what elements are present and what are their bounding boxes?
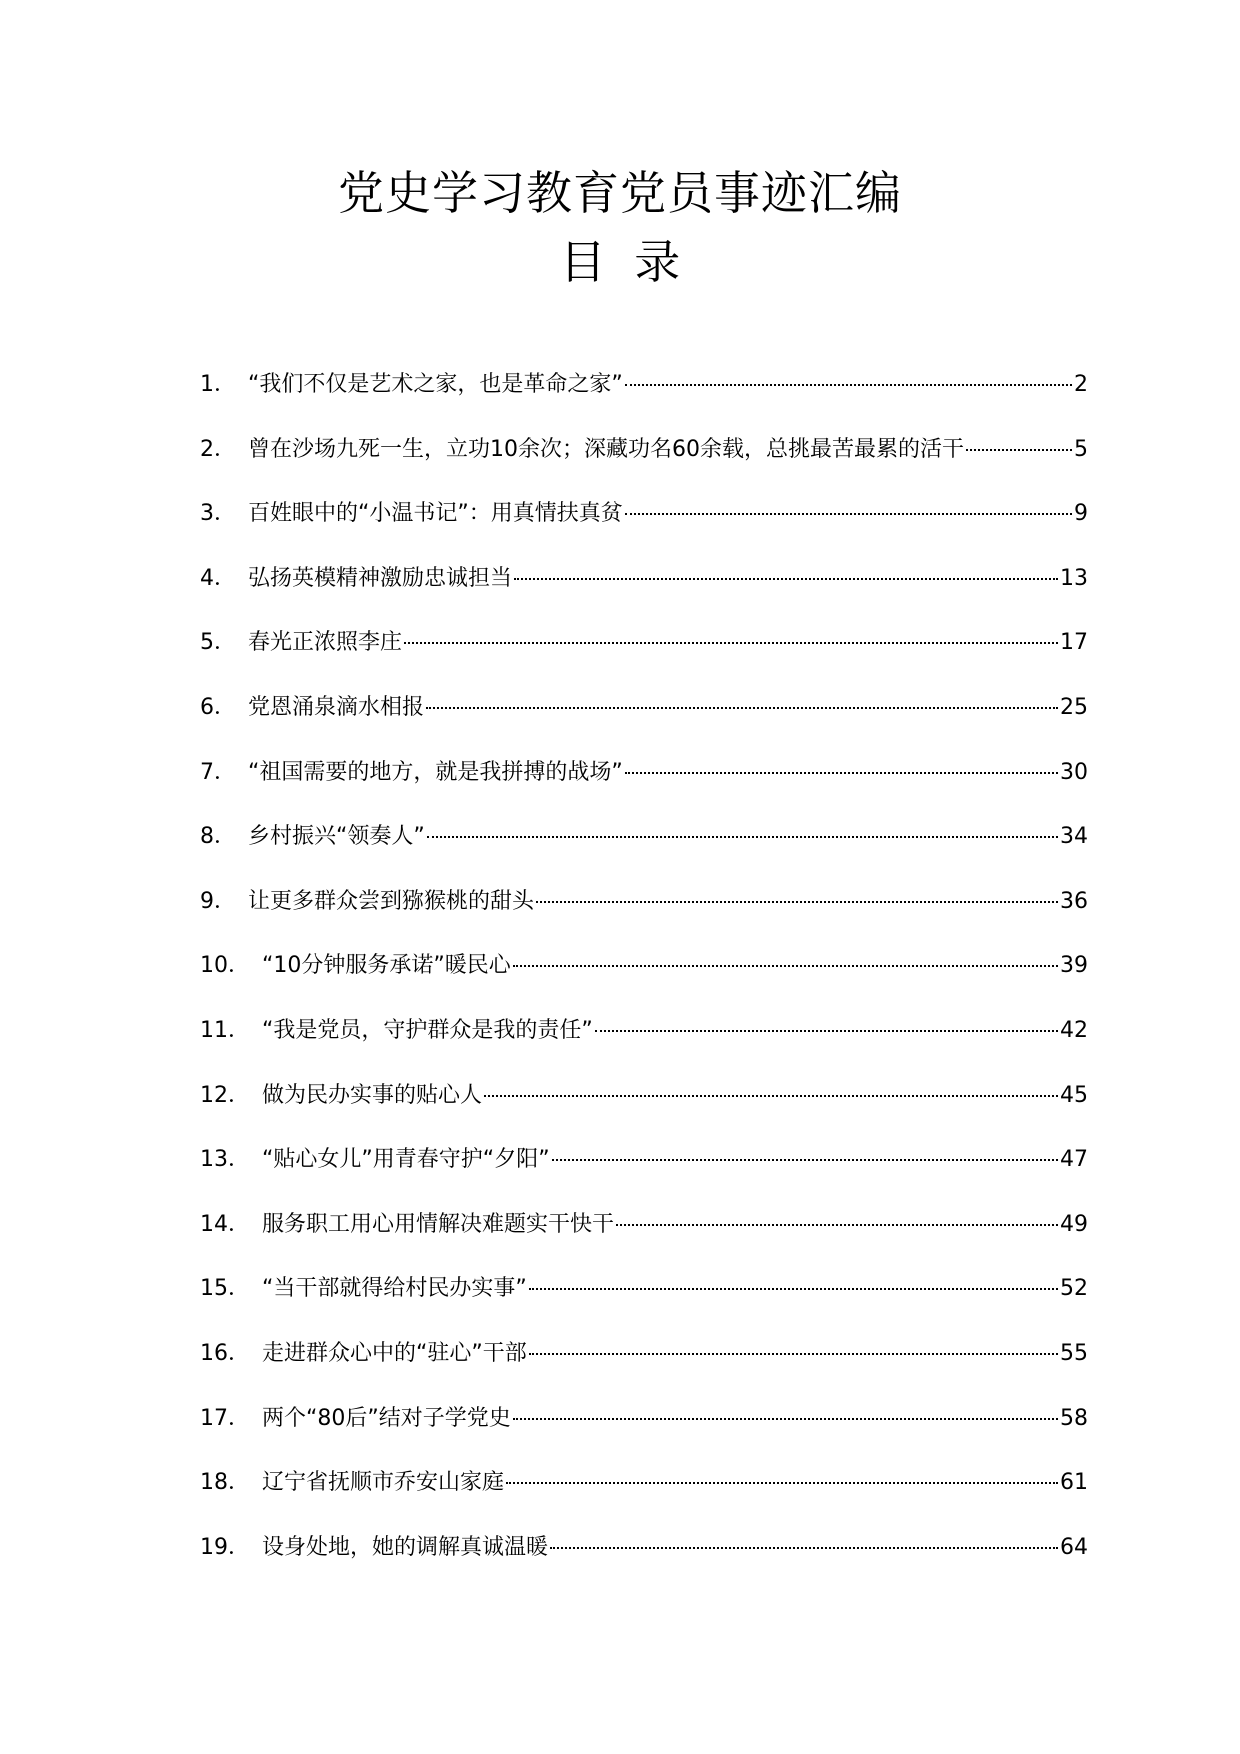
dot-leader (513, 1418, 1058, 1420)
toc-entry-number: 19． (200, 1534, 250, 1560)
toc-entry-number: 14． (200, 1211, 250, 1237)
toc-entry-number: 17． (200, 1405, 250, 1431)
toc-entry-title: 党恩涌泉滴水相报 (248, 694, 425, 720)
dot-leader (529, 1353, 1058, 1355)
dot-leader (625, 772, 1058, 774)
toc-entry-number: 12． (200, 1082, 250, 1108)
toc-entry-page: 13 (1060, 565, 1088, 591)
dot-leader (552, 1159, 1058, 1161)
toc-entry-page: 2 (1074, 372, 1088, 397)
toc-entry-title: 百姓眼中的“小温书记”：用真情扶真贫 (248, 501, 623, 527)
dot-leader (404, 642, 1058, 644)
toc-entry-page: 30 (1060, 759, 1088, 785)
toc-entry-19[interactable] (200, 1533, 1088, 1598)
toc-entry-title: 辽宁省抚顺市乔安山家庭 (262, 1470, 505, 1496)
toc-entry-number: 18． (200, 1470, 250, 1496)
dot-leader (426, 707, 1058, 709)
toc-entry-page: 17 (1060, 630, 1088, 656)
toc-entry-14[interactable] (200, 1210, 1088, 1275)
toc-entry-page: 49 (1060, 1211, 1088, 1237)
toc-entry-8[interactable] (200, 822, 1088, 887)
toc-entry-page: 47 (1060, 1147, 1088, 1173)
toc-entry-3[interactable] (200, 499, 1088, 564)
dot-leader (427, 836, 1058, 838)
dot-leader (513, 965, 1058, 967)
toc-entry-title: “当干部就得给村民办实事” (262, 1276, 527, 1302)
dot-leader (595, 1030, 1058, 1032)
toc-entry-2[interactable] (200, 435, 1088, 500)
toc-entry-number: 7． (200, 759, 236, 785)
toc-entry-title: 设身处地，她的调解真诚温暖 (262, 1534, 549, 1560)
dot-leader (966, 449, 1072, 451)
toc-entry-9[interactable] (200, 887, 1088, 952)
toc-entry-title: “贴心女儿”用青春守护“夕阳” (262, 1147, 550, 1173)
toc-entry-title: 服务职工用心用情解决难题实干快干 (262, 1211, 615, 1237)
toc-entry-13[interactable] (200, 1145, 1088, 1210)
toc-entry-page: 58 (1060, 1405, 1088, 1431)
toc-entry-page: 55 (1060, 1340, 1088, 1366)
toc-entry-number: 16． (200, 1340, 250, 1366)
dot-leader (536, 901, 1058, 903)
dot-leader (616, 1224, 1058, 1226)
toc-entry-title: 春光正浓照李庄 (248, 630, 403, 656)
dot-leader (550, 1547, 1058, 1549)
document-title: 党史学习教育党员事迹汇编 (338, 166, 902, 220)
toc-entry-title: 乡村振兴“领奏人” (248, 824, 425, 850)
toc-entry-number: 10． (200, 953, 250, 979)
table-of-contents (200, 370, 1088, 1597)
toc-entry-page: 5 (1074, 436, 1088, 462)
toc-entry-10[interactable] (200, 951, 1088, 1016)
toc-entry-number: 1． (200, 372, 236, 397)
toc-entry-12[interactable] (200, 1081, 1088, 1146)
toc-entry-number: 8． (200, 824, 236, 850)
toc-entry-15[interactable] (200, 1274, 1088, 1339)
toc-entry-page: 64 (1060, 1534, 1088, 1560)
toc-entry-1[interactable] (200, 370, 1088, 435)
dot-leader (484, 1095, 1058, 1097)
toc-entry-title: “我是党员，守护群众是我的责任” (262, 1017, 593, 1043)
toc-entry-title: “祖国需要的地方，就是我拼搏的战场” (248, 759, 623, 785)
dot-leader (625, 513, 1072, 515)
toc-entry-number: 5． (200, 630, 236, 656)
toc-entry-page: 61 (1060, 1470, 1088, 1496)
toc-entry-title: 弘扬英模精神激励忠诚担当 (248, 565, 513, 591)
dot-leader (506, 1482, 1058, 1484)
toc-entry-title: 让更多群众尝到猕猴桃的甜头 (248, 888, 535, 914)
toc-entry-7[interactable] (200, 758, 1088, 823)
toc-entry-17[interactable] (200, 1404, 1088, 1469)
toc-entry-16[interactable] (200, 1339, 1088, 1404)
toc-entry-title: “10分钟服务承诺”暖民心 (262, 953, 511, 979)
toc-entry-6[interactable] (200, 693, 1088, 758)
toc-heading: 目 录 (559, 235, 681, 289)
toc-entry-page: 39 (1060, 953, 1088, 979)
toc-entry-number: 4． (200, 565, 236, 591)
toc-entry-title: 曾在沙场九死一生，立功10余次；深藏功名60余载，总挑最苦最累的活干 (248, 436, 964, 462)
toc-entry-page: 42 (1060, 1017, 1088, 1043)
toc-entry-title: 两个“80后”结对子学党史 (262, 1405, 511, 1431)
toc-entry-number: 15． (200, 1276, 250, 1302)
toc-entry-page: 9 (1074, 501, 1088, 527)
toc-entry-page: 36 (1060, 888, 1088, 914)
toc-entry-title: 走进群众心中的“驻心”干部 (262, 1340, 527, 1366)
toc-entry-number: 6． (200, 694, 236, 720)
toc-entry-number: 11． (200, 1017, 250, 1043)
toc-entry-number: 13． (200, 1147, 250, 1173)
toc-entry-number: 3． (200, 501, 236, 527)
toc-entry-page: 34 (1060, 824, 1088, 850)
toc-entry-4[interactable] (200, 564, 1088, 629)
dot-leader (625, 384, 1072, 386)
dot-leader (529, 1288, 1058, 1290)
toc-entry-page: 45 (1060, 1082, 1088, 1108)
dot-leader (514, 578, 1058, 580)
toc-entry-18[interactable] (200, 1468, 1088, 1533)
toc-entry-title: “我们不仅是艺术之家，也是革命之家” (248, 372, 623, 397)
toc-entry-page: 25 (1060, 694, 1088, 720)
toc-entry-number: 9． (200, 888, 236, 914)
toc-entry-title: 做为民办实事的贴心人 (262, 1082, 483, 1108)
toc-entry-11[interactable] (200, 1016, 1088, 1081)
toc-entry-number: 2． (200, 436, 236, 462)
toc-entry-5[interactable] (200, 628, 1088, 693)
toc-entry-page: 52 (1060, 1276, 1088, 1302)
